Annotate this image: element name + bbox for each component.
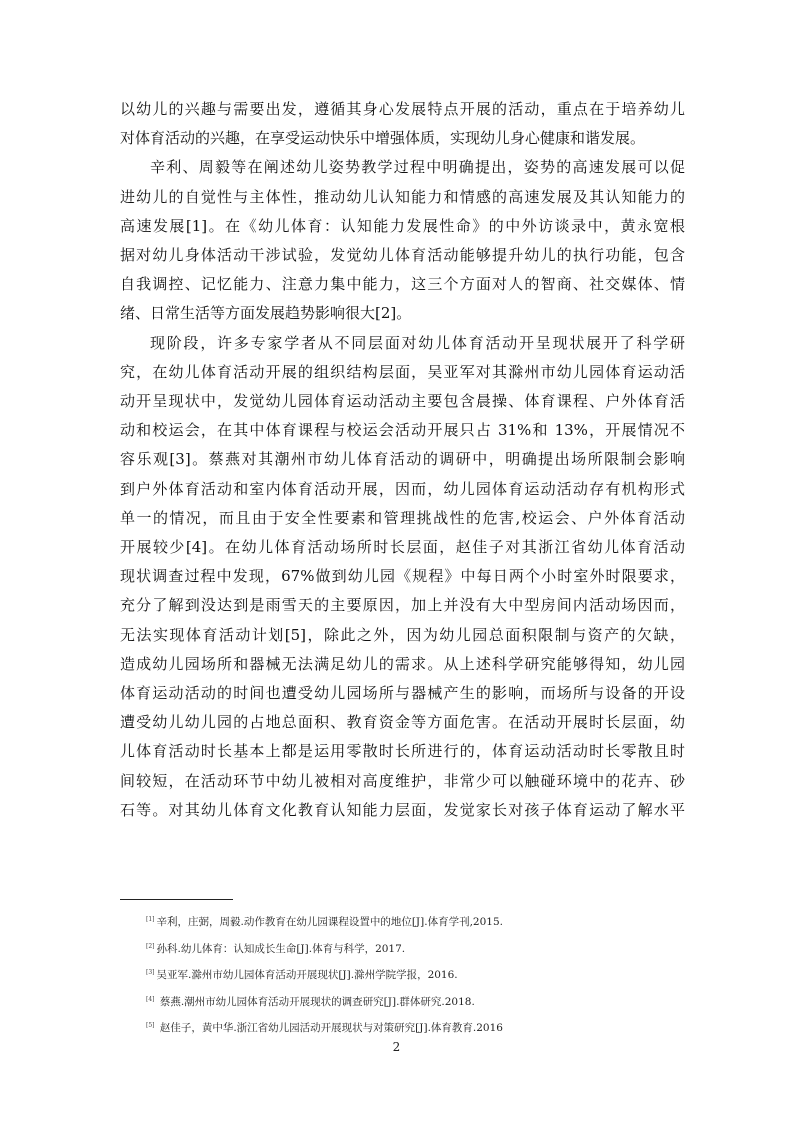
paragraph bbox=[120, 153, 685, 328]
text-line: 现状调查过程中发现，67%做到幼儿园《规程》中每日两个小时室外时限要求， bbox=[120, 567, 685, 586]
footnote-mark: [4] bbox=[146, 995, 155, 1003]
text-line: 开展较少[4]。在幼儿体育活动场所时长层面，赵佳子对其浙江省幼儿体育活动 bbox=[120, 538, 685, 557]
text-line: 单一的情况，而且由于安全性要素和管理挑战性的危害,校运会、户外体育活动 bbox=[120, 508, 685, 527]
text-line: 间较短，在活动环节中幼儿被相对高度维护，非常少可以触碰环境中的花卉、砂 bbox=[120, 771, 685, 790]
text-line: 以幼儿的兴趣与需要出发，遵循其身心发展特点开展的活动，重点在于培养幼儿 bbox=[120, 100, 685, 118]
text-line: 充分了解到没达到是雨雪天的主要原因，加上并没有大中型房间内活动场因而， bbox=[120, 596, 685, 615]
text-line: 体育运动活动的时间也遭受幼儿园场所与器械产生的影响，而场所与设备的开设 bbox=[120, 684, 685, 703]
footnote bbox=[146, 988, 666, 1015]
text-line: 造成幼儿园场所和器械无法满足幼儿的需求。从上述科学研究能够得知，幼儿园 bbox=[120, 654, 685, 673]
footnote bbox=[146, 908, 666, 935]
footnote-mark: [2] bbox=[146, 942, 155, 950]
text-line: 容乐观[3]。蔡燕对其潮州市幼儿体育活动的调研中，明确提出场所限制会影响 bbox=[120, 450, 685, 469]
footnotes bbox=[146, 908, 666, 1041]
text-line: 进幼儿的自觉性与主体性，推动幼儿认知能力和情感的高速发展及其认知能力的 bbox=[120, 187, 685, 206]
page-number: 2 bbox=[392, 1040, 401, 1054]
text-line: 究，在幼儿体育活动开展的组织结构层面，吴亚军对其滁州市幼儿园体育运动活 bbox=[120, 362, 685, 381]
footnote bbox=[146, 1014, 666, 1041]
text-line: 遭受幼儿幼儿园的占地总面积、教育资金等方面危害。在活动开展时长层面，幼 bbox=[120, 713, 685, 732]
footnote-mark: [3] bbox=[146, 969, 155, 976]
footnote-text: 孙科.幼儿体育：认知成长生命[J].体育与科学，2017. bbox=[156, 942, 406, 955]
text-line: 对体育活动的兴趣，在享受运动快乐中增强体质，实现幼儿身心健康和谐发展。 bbox=[120, 129, 646, 148]
text-line: 无法实现体育活动计划[5]，除此之外，因为幼儿园总面积限制与资产的欠缺， bbox=[120, 625, 685, 644]
text-line: 到户外体育活动和室内体育活动开展，因而，幼儿园体育运动活动存有机构形式 bbox=[120, 479, 685, 498]
text-line: 绪、日常生活等方面发展趋势影响很大[2]。 bbox=[120, 304, 412, 323]
body-text bbox=[120, 95, 685, 825]
footnote-text: 辛利，庄弼，周毅.动作教育在幼儿园课程设置中的地位[J].体育学刊,2015. bbox=[156, 916, 503, 928]
text-line: 儿体育活动时长基本上都是运用零散时长所进行的，体育运动活动时长零散且时 bbox=[120, 742, 685, 761]
footnote-text: 蔡燕.潮州市幼儿园体育活动开展现状的调查研究[J].群体研究.2018. bbox=[156, 995, 475, 1008]
text-line: 石等。对其幼儿体育文化教育认知能力层面，发觉家长对孩子体育运动了解水平 bbox=[120, 800, 685, 819]
footnote-text: 吴亚军.滁州市幼儿园体育活动开展现状[J].滁州学院学报，2016. bbox=[156, 969, 458, 981]
footnote-separator bbox=[120, 899, 233, 900]
text-line: 现阶段，许多专家学者从不同层面对幼儿体育活动开呈现状展开了科学研 bbox=[150, 333, 685, 352]
text-line: 高速发展[1]。在《幼儿体育：认知能力发展性命》的中外访谈录中，黄永宽根 bbox=[120, 216, 685, 235]
footnote-text: 赵佳子，黄中华.浙江省幼儿园活动开展现状与对策研究[J].体育教育.2016 bbox=[156, 1022, 503, 1034]
paragraph bbox=[120, 329, 685, 825]
text-line: 自我调控、记忆能力、注意力集中能力，这三个方面对人的智商、社交媒体、情 bbox=[120, 275, 685, 294]
text-line: 动和校运会，在其中体育课程与校运会活动开展只占 31%和 13%，开展情况不 bbox=[120, 421, 685, 440]
footnote bbox=[146, 935, 666, 962]
text-line: 动开呈现状中，发觉幼儿园体育运动活动主要包含晨操、体育课程、户外体育活 bbox=[120, 392, 685, 411]
text-line: 辛利、周毅等在阐述幼儿姿势教学过程中明确提出，姿势的高速发展可以促 bbox=[150, 158, 685, 177]
footnote bbox=[146, 961, 666, 988]
text-line: 据对幼儿身体活动干涉试验，发觉幼儿体育活动能够提升幼儿的执行功能，包含 bbox=[120, 246, 685, 265]
footnote-mark: [1] bbox=[146, 916, 155, 923]
paragraph bbox=[120, 95, 685, 153]
footnote-mark: [5] bbox=[146, 1022, 155, 1029]
